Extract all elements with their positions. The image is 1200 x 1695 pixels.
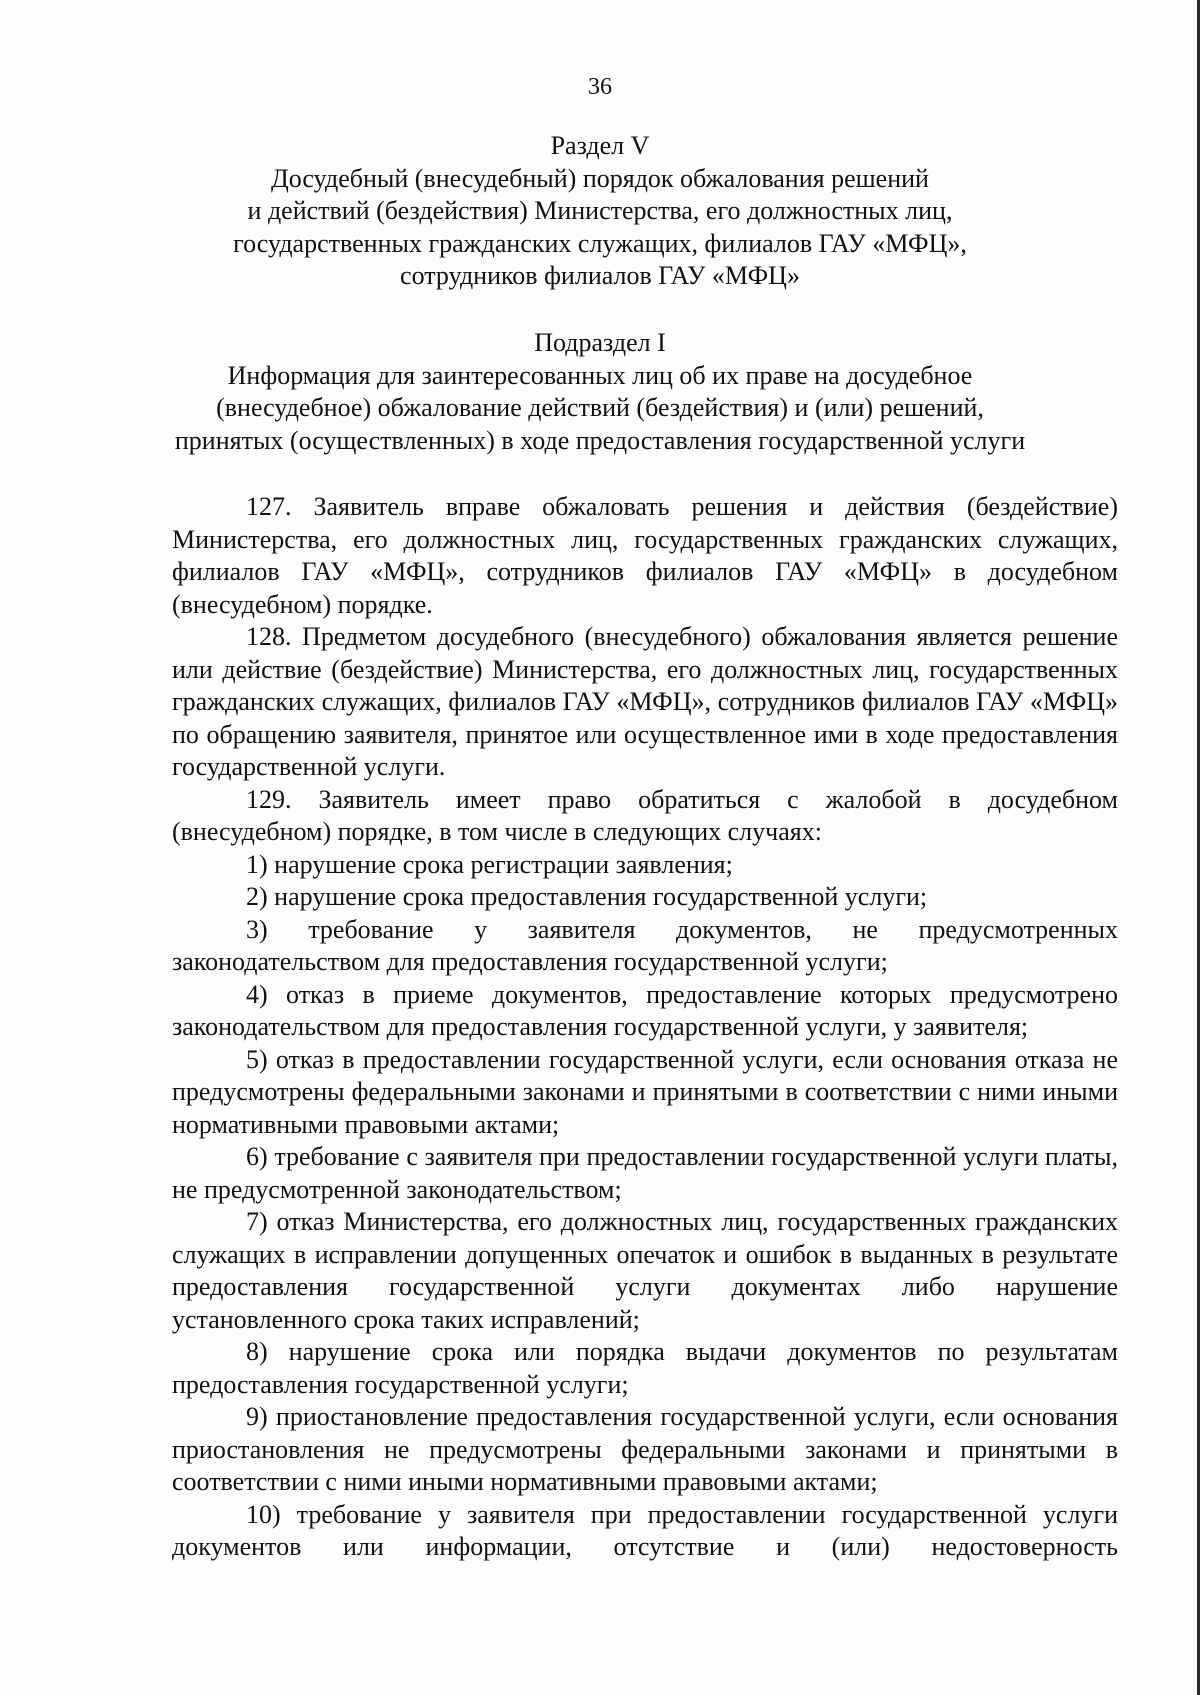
list-item-4: 4) отказ в приеме документов, предоставление которых предусмотрено законодательством для предоставления государственной услуги, у заявителя; (172, 979, 1118, 1041)
subsection-title-line: Информация для заинтересованных лиц об их праве на досудебное (227, 360, 973, 390)
list-item-9: 9) приостановление предоставления государственной услуги, если основания приостановления не предусмотрены федеральными законами и принятыми в соответствии с ними иными нормативными правовыми актами; (172, 1402, 1118, 1496)
section-title: Раздел V (550, 131, 650, 160)
section-title-line: сотрудников филиалов ГАУ «МФЦ» (400, 261, 800, 290)
paragraph-129: 129. Заявитель имеет право обратиться с жалобой в досудебном (внесудебном) порядке, в том числе в следующих случаях: (172, 784, 1118, 846)
subsection-title-line: принятых (осуществленных) в ходе предоставления государственной услуги (174, 425, 1026, 455)
subsection-title-line: (внесудебное) обжалование действий (бездействия) и (или) решений, (216, 393, 984, 422)
page-number: 36 (588, 74, 612, 100)
list-item-10: 10) требование у заявителя при предоставлении государственной услуги документов или информации, отсутствие и (или) недостоверность (172, 1499, 1118, 1561)
list-item-1: 1) нарушение срока регистрации заявления; (246, 849, 733, 879)
list-item-5: 5) отказ в предоставлении государственной услуги, если основания отказа не предусмотрены федеральными законами и принятыми в соответствии с ними иными нормативными правовыми актами; (172, 1044, 1118, 1139)
section-heading (150, 130, 1050, 293)
paragraph-127: 127. Заявитель вправе обжаловать решения и действия (бездействие) Министерства, его должностных лиц, государственных гражданских служащих, филиалов ГАУ «МФЦ», сотрудников филиалов ГАУ «МФЦ» в досудебном (внесудебном) порядке. (172, 492, 1118, 619)
list-item-6: 6) требование с заявителя при предоставлении государственной услуги платы, не предусмотренной законодательством; (172, 1142, 1118, 1204)
section-title-line: государственных гражданских служащих, филиалов ГАУ «МФЦ», (233, 228, 967, 258)
paragraph-128: 128. Предметом досудебного (внесудебного) обжалования является решение или действие (бездействие) Министерства, его должностных лиц, государственных гражданских служащих, филиалов ГАУ «МФЦ», сотрудников филиалов ГАУ «МФЦ» по обращению заявителя, принятое или осуществленное ими в ходе предоставления государственной услуги. (172, 622, 1118, 781)
subsection-title: Подраздел I (534, 328, 666, 357)
list-item-3: 3) требование у заявителя документов, не предусмотренных законодательством для предоставления государственной услуги; (172, 914, 1118, 976)
list-item-8: 8) нарушение срока или порядка выдачи документов по результатам предоставления государственной услуги; (172, 1337, 1118, 1399)
list-item-7: 7) отказ Министерства, его должностных лиц, государственных гражданских служащих в исправлении допущенных опечаток и ошибок в выданных в результате предоставления государственной услуги документах либо нарушение установленного срока таких исправлений; (172, 1207, 1118, 1334)
section-title-line: Досудебный (внесудебный) порядок обжалования решений (271, 163, 929, 193)
subsection-heading (150, 327, 1050, 457)
body-text (172, 491, 1118, 1564)
section-title-line: и действий (бездействия) Министерства, его должностных лиц, (247, 196, 953, 225)
list-item-2: 2) нарушение срока предоставления государственной услуги; (246, 882, 928, 911)
